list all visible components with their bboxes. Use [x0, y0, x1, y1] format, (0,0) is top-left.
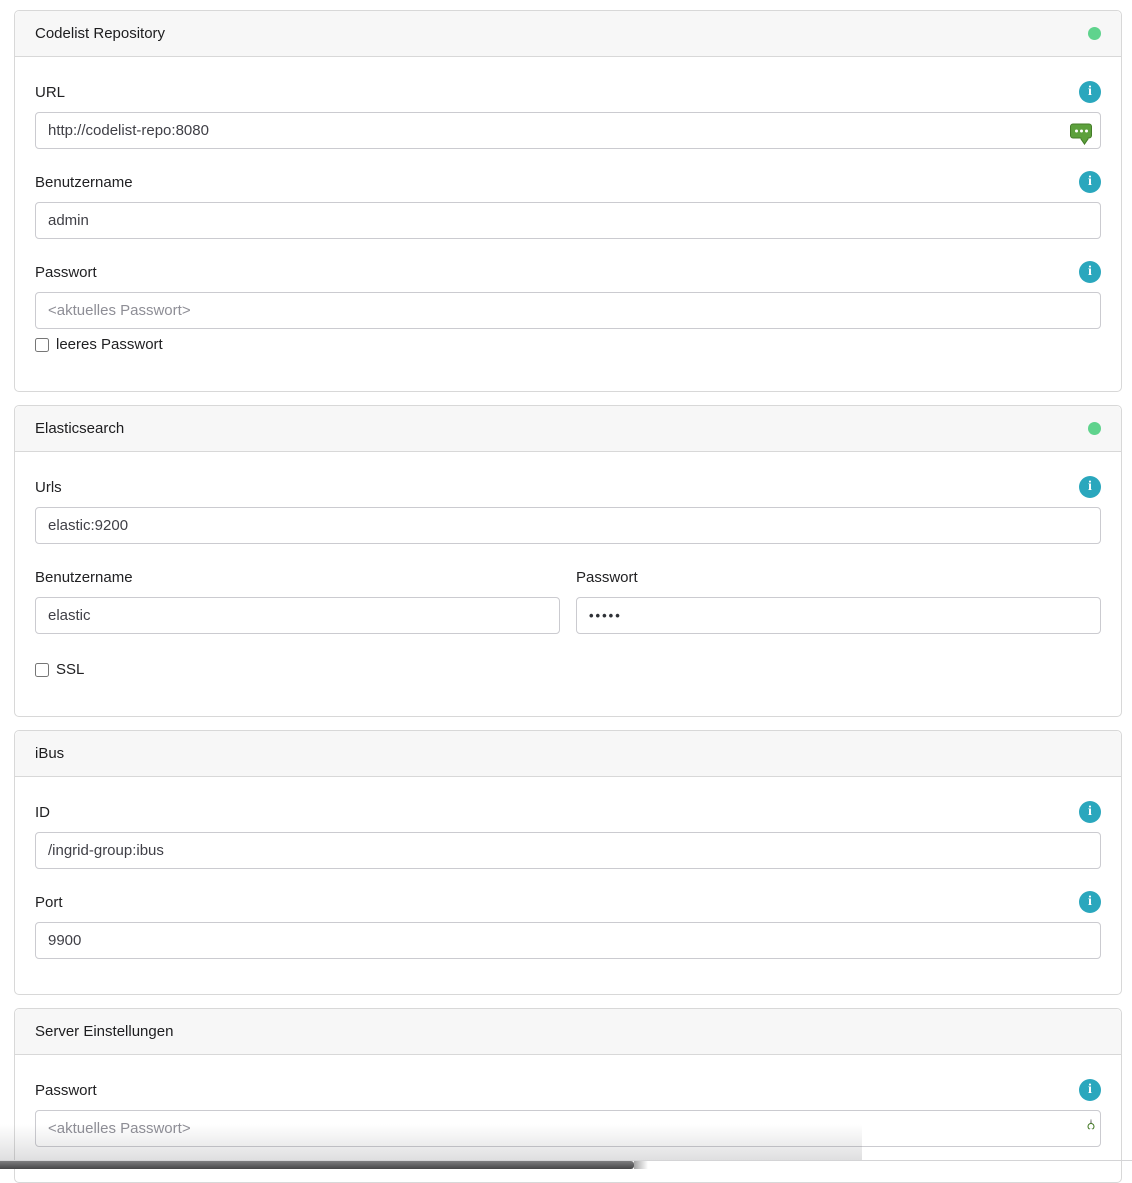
- codelist-username-input[interactable]: [35, 202, 1101, 239]
- card-server-header: [15, 1009, 1121, 1055]
- label-row: [35, 261, 1101, 283]
- username-label: Benutzername: [35, 568, 133, 586]
- password-label: Passwort: [35, 263, 97, 281]
- port-label: Port: [35, 893, 63, 911]
- password-key-icon[interactable]: [1090, 1120, 1092, 1138]
- key-icon-stem: [1090, 1129, 1093, 1138]
- info-icon[interactable]: i: [1079, 171, 1101, 193]
- empty-password-checkbox[interactable]: [35, 338, 49, 352]
- ssl-checkbox[interactable]: [35, 663, 49, 677]
- es-urls-input[interactable]: [35, 507, 1101, 544]
- ssl-checkbox-row[interactable]: [35, 661, 1101, 678]
- card-ibus: [14, 730, 1122, 995]
- password-label: Passwort: [35, 1081, 97, 1099]
- card-codelist-header: [15, 11, 1121, 57]
- field-ibus-id: [35, 801, 1101, 869]
- url-label: URL: [35, 83, 66, 101]
- info-icon[interactable]: i: [1079, 476, 1101, 498]
- card-ibus-body: [15, 777, 1121, 994]
- horizontal-scrollbar-thumb[interactable]: [0, 1161, 634, 1169]
- input-wrap: [35, 112, 1101, 149]
- es-credentials-row: [35, 566, 1101, 634]
- label-row: [35, 171, 1101, 193]
- field-es-urls: [35, 476, 1101, 544]
- field-codelist-username: [35, 171, 1101, 239]
- info-icon[interactable]: i: [1079, 81, 1101, 103]
- status-ok-dot: [1088, 422, 1101, 435]
- comment-bubble-shape: [1070, 123, 1092, 138]
- settings-page: [0, 10, 1132, 1169]
- empty-password-checkbox-row[interactable]: [35, 336, 1101, 353]
- field-ibus-port: [35, 891, 1101, 959]
- label-row: [35, 1079, 1101, 1101]
- input-wrap: [35, 1110, 1101, 1147]
- ssl-checkbox-label: SSL: [56, 661, 85, 678]
- status-ok-dot: [1088, 27, 1101, 40]
- comment-bubble-icon[interactable]: [1070, 123, 1092, 138]
- label-row: [35, 891, 1101, 913]
- card-codelist-title: Codelist Repository: [35, 25, 166, 42]
- field-es-username: [35, 566, 560, 634]
- card-elasticsearch: [14, 405, 1122, 717]
- es-password-input[interactable]: [576, 597, 1101, 634]
- card-codelist-body: [15, 57, 1121, 391]
- info-icon[interactable]: i: [1079, 1079, 1101, 1101]
- label-row: [35, 476, 1101, 498]
- ibus-id-input[interactable]: [35, 832, 1101, 869]
- key-icon-shape: [1090, 1119, 1092, 1138]
- codelist-url-input[interactable]: [35, 112, 1101, 149]
- comment-dot: [1080, 129, 1083, 132]
- codelist-password-input[interactable]: [35, 292, 1101, 329]
- label-row: [35, 801, 1101, 823]
- comment-dot: [1085, 129, 1088, 132]
- card-codelist-repository: [14, 10, 1122, 392]
- label-row: [576, 566, 1101, 588]
- empty-password-checkbox-label: leeres Passwort: [56, 336, 163, 353]
- card-elasticsearch-title: Elasticsearch: [35, 420, 125, 437]
- ibus-port-input[interactable]: [35, 922, 1101, 959]
- card-server-einstellungen: [14, 1008, 1122, 1183]
- card-server-title: Server Einstellungen: [35, 1023, 174, 1040]
- card-elasticsearch-body: [15, 452, 1121, 716]
- info-icon[interactable]: i: [1079, 891, 1101, 913]
- username-label: Benutzername: [35, 173, 133, 191]
- field-codelist-url: [35, 81, 1101, 149]
- info-icon[interactable]: i: [1079, 261, 1101, 283]
- urls-label: Urls: [35, 478, 62, 496]
- card-elasticsearch-header: [15, 406, 1121, 452]
- card-ibus-header: [15, 731, 1121, 777]
- comment-dot: [1075, 129, 1078, 132]
- field-codelist-password: [35, 261, 1101, 353]
- password-label: Passwort: [576, 568, 638, 586]
- es-username-input[interactable]: [35, 597, 560, 634]
- field-es-password: [576, 566, 1101, 634]
- server-password-input[interactable]: [35, 1110, 1101, 1147]
- info-icon[interactable]: i: [1079, 801, 1101, 823]
- field-server-password: [35, 1079, 1101, 1147]
- id-label: ID: [35, 803, 50, 821]
- card-ibus-title: iBus: [35, 745, 65, 762]
- label-row: [35, 81, 1101, 103]
- label-row: [35, 566, 560, 588]
